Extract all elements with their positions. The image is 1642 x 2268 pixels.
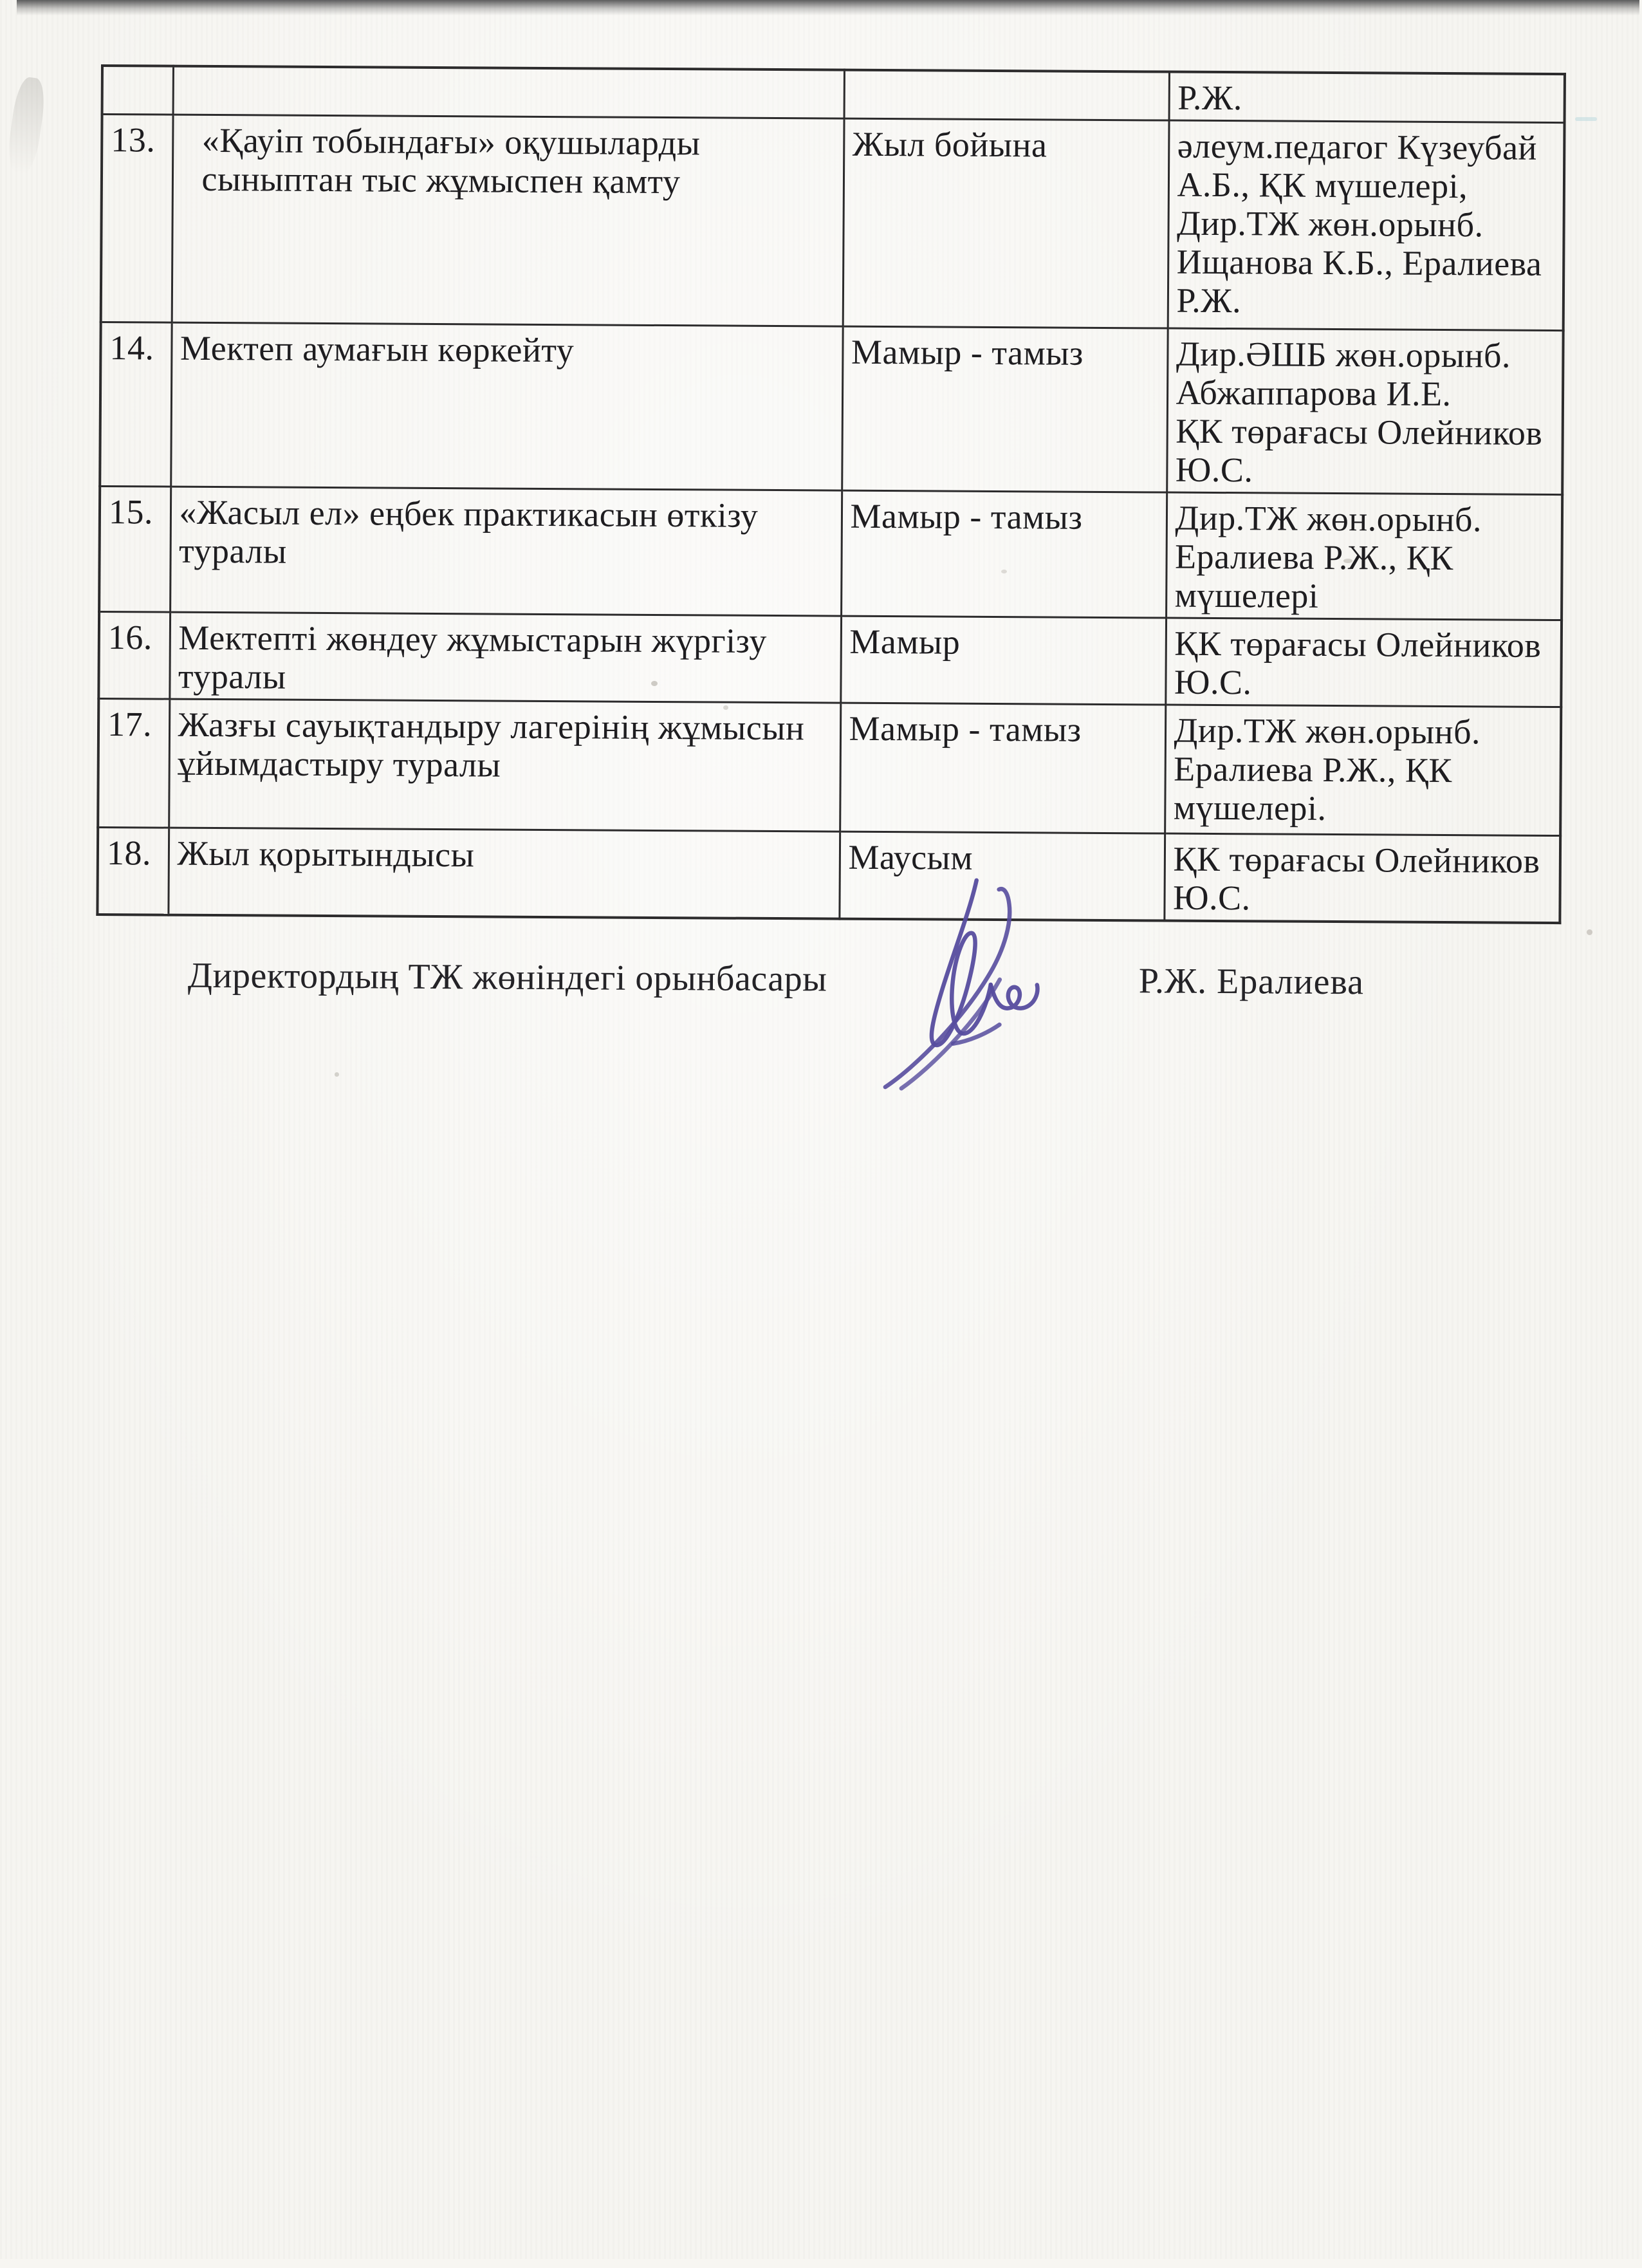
row-number-cell: 14. — [100, 322, 171, 487]
signatory-title: Директордың ТЖ жөніндегі орынбасары — [187, 955, 827, 999]
table-row — [98, 611, 1562, 707]
table-row — [101, 114, 1565, 330]
responsible-cell: әлеум.педагог Күзеубай А.Б., ҚК мүшелері, Дир.ТЖ жөн.орынб. Ищанова К.Б., Ералиева Р.Ж. — [1168, 120, 1565, 331]
task-cell — [173, 66, 844, 119]
table-row — [98, 698, 1561, 835]
scan-speck — [1343, 559, 1352, 563]
task-cell: Жыл қорытындысы — [168, 828, 840, 919]
scan-speck — [723, 705, 728, 710]
row-number-cell: 18. — [97, 827, 169, 915]
period-cell: Маусым — [839, 832, 1165, 920]
scan-speck — [651, 681, 658, 686]
task-cell: Мектепті жөндеу жұмыстарын жүргізу туралы — [169, 612, 841, 703]
task-cell: Мектеп аумағын көркейту — [171, 322, 842, 490]
signature-icon — [824, 874, 1065, 1099]
table-row — [99, 486, 1562, 620]
row-number-cell: 13. — [101, 114, 173, 322]
period-cell: Мамыр - тамыз — [841, 490, 1167, 618]
row-number-cell: 17. — [98, 698, 169, 828]
row-number-cell: 15. — [99, 486, 171, 612]
task-cell: «Жасыл ел» еңбек практикасын өткізу туралы — [170, 487, 842, 616]
scan-speck — [1001, 570, 1007, 573]
table-row — [100, 322, 1563, 494]
responsible-cell: Дир.ӘШБ жөн.орынб. Абжаппарова И.Е. ҚК төрағасы Олейников Ю.С. — [1167, 328, 1563, 495]
period-cell: Мамыр - тамыз — [842, 326, 1167, 492]
responsible-cell: Дир.ТЖ жөн.орынб. Ералиева Р.Ж., ҚК мүшелері — [1166, 492, 1562, 620]
table-row — [102, 66, 1565, 123]
scan-speck — [335, 1072, 339, 1077]
scan-speck — [1587, 929, 1592, 935]
period-cell — [844, 70, 1169, 120]
responsible-cell: ҚК төрағасы Олейников Ю.С. — [1164, 833, 1560, 923]
responsible-cell: Р.Ж. — [1169, 72, 1565, 123]
row-number-cell — [102, 66, 173, 115]
period-cell: Мамыр - тамыз — [840, 703, 1165, 833]
scan-speck — [1575, 117, 1597, 121]
signatory-name: Р.Ж. Ералиева — [1138, 961, 1365, 1003]
row-number-cell: 16. — [98, 611, 170, 699]
action-plan-table — [96, 64, 1566, 924]
task-cell: Жазғы сауықтандыру лагерінің жұмысын ұйымдастыру туралы — [169, 699, 840, 832]
responsible-cell: ҚК төрағасы Олейников Ю.С. — [1165, 618, 1562, 707]
period-cell: Жыл бойына — [843, 118, 1169, 328]
responsible-cell: Дир.ТЖ жөн.орынб. Ералиева Р.Ж., ҚК мүшелері. — [1165, 705, 1561, 836]
task-cell: «Қауіп тобындағы» оқушыларды сыныптан тыс жұмыспен қамту — [172, 115, 844, 326]
period-cell: Мамыр — [840, 616, 1166, 705]
